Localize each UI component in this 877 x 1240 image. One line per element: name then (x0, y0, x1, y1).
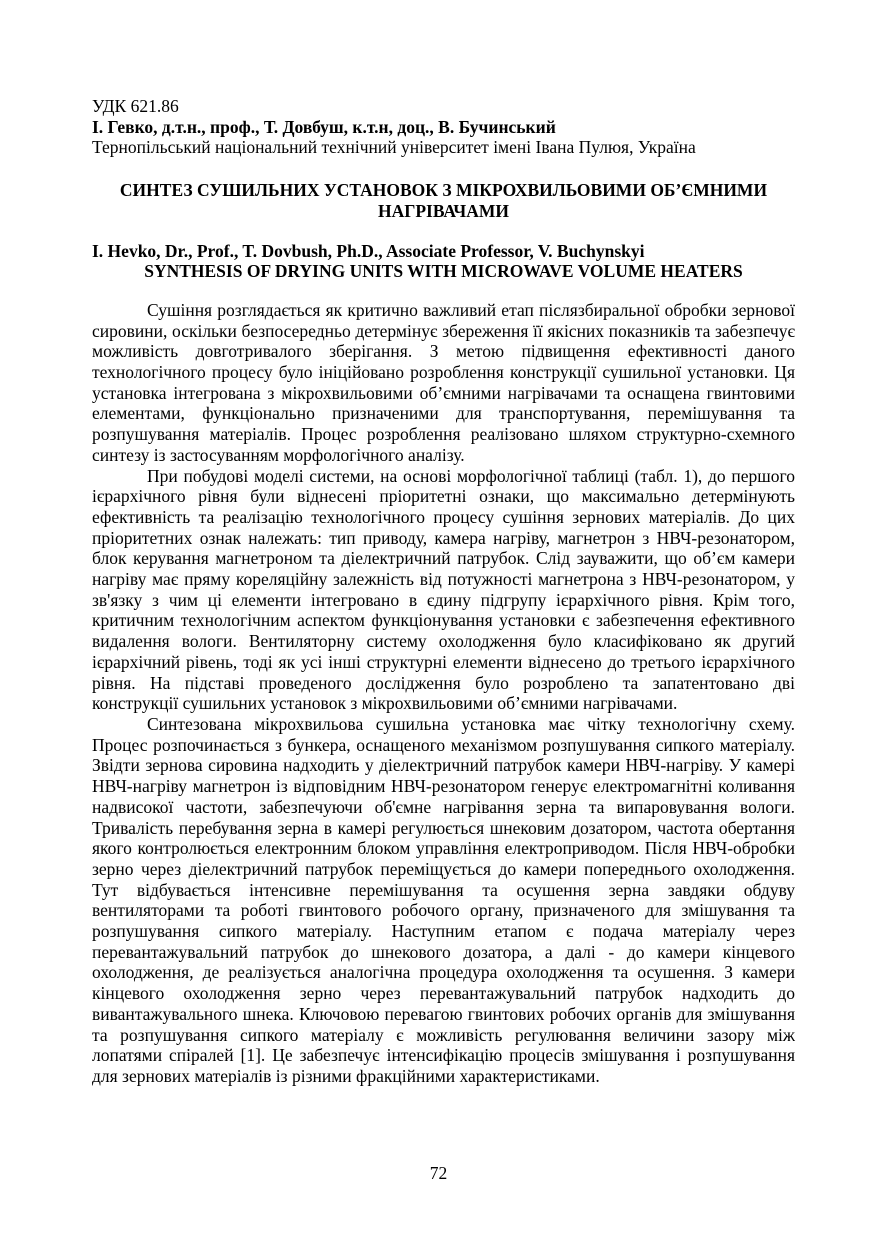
article-body (92, 300, 795, 1087)
body-paragraph: Синтезована мікрохвильова сушильна установка має чітку технологічну схему. Процес розпочинається з бункера, оснащеного механізмом розпушування сипкого матеріалу. Звідти зернова сировина надходить у діелектричний патрубок камери НВЧ-нагріву. У камері НВЧ-нагріву магнетрон із відповідним НВЧ-резонатором генерує електромагнітні коливання надвисокої частоти, забезпечуючи об'ємне нагрівання зерна та випаровування вологи. Тривалість перебування зерна в камері регулюється шнековим дозатором, частота обертання якого контролюється електронним блоком управління електроприводом. Після НВЧ-обробки зерно через діелектричний патрубок переміщується до камери попереднього охолодження. Тут відбувається інтенсивне перемішування та осушення зерна завдяки обдуву вентиляторами та роботі гвинтового робочого органу, призначеного для змішування та розпушування сипкого матеріалу. Наступним етапом є подача матеріалу через перевантажувальний патрубок до шнекового дозатора, а далі - до камери кінцевого охолодження, де реалізується аналогічна процедура охолодження та осушення. З камери кінцевого охолодження зерно через перевантажувальний патрубок надходить до вивантажувального шнека. Ключовою перевагою гвинтових робочих органів для змішування та розпушування сипкого матеріалу є можливість регулювання величини зазору між лопатями спіралей [1]. Це забезпечує інтенсифікацію процесів змішування і розпушування для зернових матеріалів із різними фракційними характеристиками. (92, 713, 795, 1086)
authors-line-en: I. Hevko, Dr., Prof., T. Dovbush, Ph.D., Associate Professor, V. Buchynskyi (92, 240, 645, 261)
body-paragraph: При побудові моделі системи, на основі морфологічної таблиці (табл. 1), до першого ієрархічного рівня були віднесені пріоритетні ознаки, що максимально детермінують ефективність та реалізацію технологічного процесу сушіння зернових матеріалів. До цих пріоритетних ознак належать: тип приводу, камера нагріву, магнетрон з НВЧ-резонатором, блок керування магнетроном та діелектричний патрубок. Слід зауважити, що об’єм камери нагріву має пряму кореляційну залежність від потужності магнетрона з НВЧ-резонатором, у зв'язку з чим ці елементи інтегровано в єдину підгрупу ієрархічного рівня. Крім того, критичним технологічним аспектом функціонування установки є забезпечення ефективного видалення вологи. Вентиляторну систему охолодження було класифіковано як другий ієрархічний рівень, тоді як усі інші структурні елементи віднесено до третього ієрархічного рівня. На підставі проведеного дослідження було розроблено та запатентовано дві конструкції сушильних установок з мікрохвильовими об’ємними нагрівачами. (92, 465, 795, 714)
article-title-en: SYNTHESIS OF DRYING UNITS WITH MICROWAVE VOLUME HEATERS (144, 261, 743, 282)
affiliation-line: Тернопільський національний технічний університет імені Івана Пулюя, Україна (92, 137, 696, 158)
article-title-ua: СИНТЕЗ СУШИЛЬНИХ УСТАНОВОК З МІКРОХВИЛЬОВИМИ ОБ’ЄМНИМИ НАГРІВАЧАМИ (119, 180, 768, 221)
udc-code: УДК 621.86 (92, 96, 179, 116)
page-number: 72 (429, 1163, 448, 1183)
body-paragraph: Сушіння розглядається як критично важливий етап післязбиральної обробки зернової сировини, оскільки безпосередньо детермінує збереження її якісних показників та забезпечує можливість довготривалого зберігання. З метою підвищення ефективності даного технологічного процесу було ініційовано розроблення конструкції сушильної установки. Ця установка інтегрована з мікрохвильовими об’ємними нагрівачами та оснащена гвинтовими елементами, функціонально призначеними для транспортування, перемішування та розпушування матеріалів. Процес розроблення реалізовано шляхом структурно-схемного синтезу із застосуванням морфологічного аналізу. (92, 299, 795, 465)
authors-line-ua: І. Гевко, д.т.н., проф., Т. Довбуш, к.т.н, доц., В. Бучинський (92, 116, 556, 137)
